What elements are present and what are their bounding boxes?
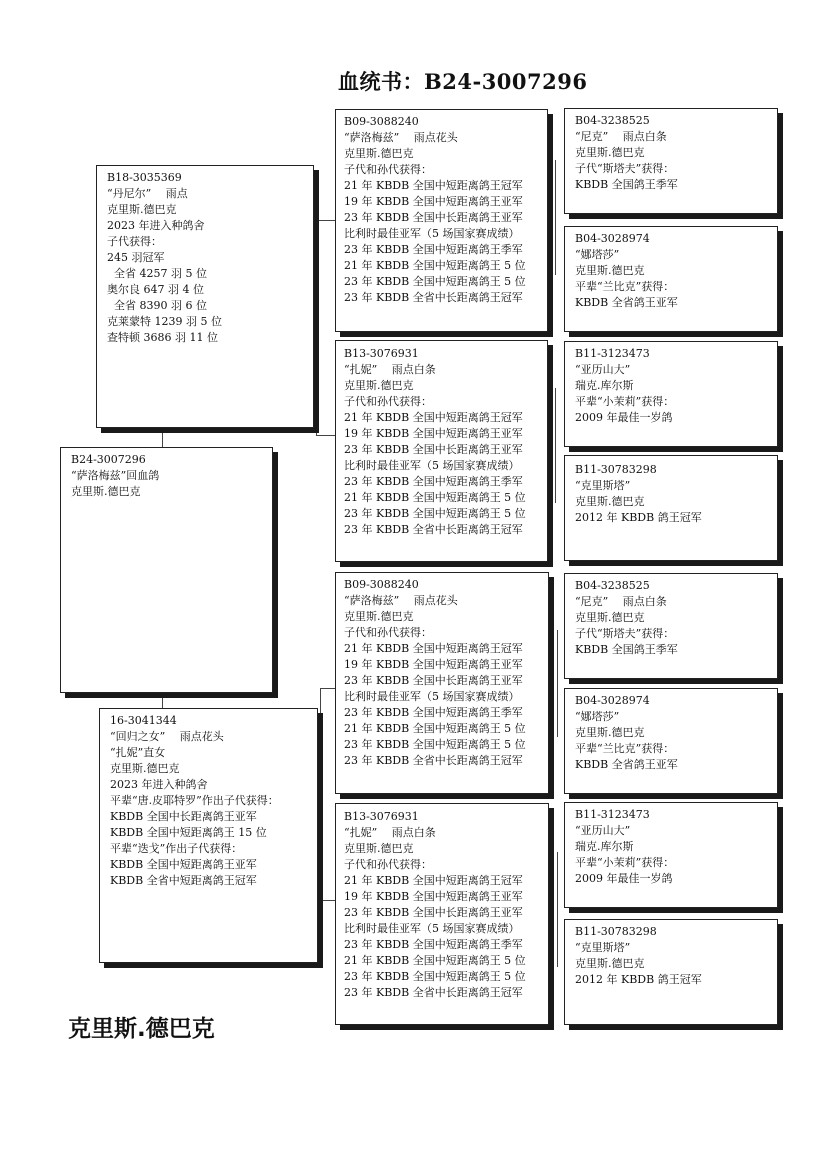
pigeon-name: “萨洛梅兹” 雨点花头: [344, 594, 458, 607]
info-line: 21 年 KBDB 全国中短距离鸽王 5 位: [344, 259, 526, 272]
info-line: 平辈“迭戈”作出子代获得：: [110, 842, 243, 855]
ring-number: B13-3076931: [344, 810, 419, 823]
info-line: 平辈“兰比克”获得：: [575, 742, 675, 755]
breeder: 克里斯.德巴克: [344, 610, 414, 623]
info-line: 2023 年进入种鸽舍: [110, 778, 208, 791]
info-line: 23 年 KBDB 全国中短距离鸽王 5 位: [344, 738, 526, 751]
pigeon-name: “回归之女” 雨点花头: [110, 730, 224, 743]
info-line: 23 年 KBDB 全国中短距离鸽王 5 位: [344, 275, 526, 288]
pigeon-name: “克里斯塔”: [575, 479, 631, 492]
info-line: 21 年 KBDB 全国中短距离鸽王 5 位: [344, 491, 526, 504]
info-line: 23 年 KBDB 全国中短距离鸽王季军: [344, 475, 523, 488]
breeder: 瑞克.库尔斯: [575, 379, 634, 392]
info-line: 23 年 KBDB 全国中长距离鸽王亚军: [344, 443, 523, 456]
info-line: 245 羽冠军: [107, 251, 165, 264]
ring-number: B09-3088240: [344, 578, 419, 591]
breeder: 克里斯.德巴克: [575, 726, 645, 739]
info-line: KBDB 全国中短距离鸽王 15 位: [110, 826, 267, 839]
breeder: 瑞克.库尔斯: [575, 840, 634, 853]
ring-number: B04-3028974: [575, 694, 650, 707]
info-line: 全省 8390 羽 6 位: [107, 299, 207, 312]
pedigree-box-dam-sire-dam: [564, 688, 778, 794]
info-line: 子代和孙代获得：: [344, 395, 432, 408]
pedigree-box-sire-sire: [335, 109, 548, 332]
info-line: 21 年 KBDB 全国中短距离鸽王 5 位: [344, 722, 526, 735]
info-line: 平辈“小茉莉”获得：: [575, 856, 675, 869]
pedigree-box-dam-sire: [335, 572, 549, 794]
ring-number: B18-3035369: [107, 171, 182, 184]
info-line: 23 年 KBDB 全国中短距离鸽王 5 位: [344, 970, 526, 983]
pedigree-box-dam: [99, 708, 318, 963]
breeder: 克里斯.德巴克: [107, 203, 177, 216]
info-line: 19 年 KBDB 全国中短距离鸽王亚军: [344, 427, 523, 440]
pedigree-box-sire: [96, 165, 314, 428]
breeder: 克里斯.德巴克: [575, 495, 645, 508]
pigeon-name: “亚历山大”: [575, 363, 631, 376]
breeder: 克里斯.德巴克: [344, 147, 414, 160]
info-line: 子代获得：: [107, 235, 162, 248]
breeder: 克里斯.德巴克: [575, 957, 645, 970]
ring-number: B09-3088240: [344, 115, 419, 128]
pedigree-box-dam-dam-sire: [564, 802, 778, 908]
connector-line: [316, 220, 317, 435]
info-line: 21 年 KBDB 全国中短距离鸽王冠军: [344, 642, 523, 655]
pigeon-name: “亚历山大”: [575, 824, 631, 837]
breeder: 克里斯.德巴克: [344, 842, 414, 855]
info-line: 全省 4257 羽 5 位: [107, 267, 207, 280]
info-line: 克莱蒙特 1239 羽 5 位: [107, 315, 222, 328]
pedigree-box-sire-sire-sire: [564, 108, 778, 214]
info-line: 23 年 KBDB 全国中长距离鸽王亚军: [344, 906, 523, 919]
pigeon-name: “尼克” 雨点白条: [575, 130, 667, 143]
ring-number: B11-30783298: [575, 925, 657, 938]
info-line: 21 年 KBDB 全国中短距离鸽王冠军: [344, 179, 523, 192]
info-line: KBDB 全省鸽王亚军: [575, 296, 678, 309]
info-line: KBDB 全国鸽王季军: [575, 178, 678, 191]
pedigree-box-dam-dam-dam: [564, 919, 778, 1025]
ring-number: B11-3123473: [575, 808, 650, 821]
breeder: 克里斯.德巴克: [575, 146, 645, 159]
connector-line: [316, 435, 336, 436]
page-title: 血统书：B24-3007296: [338, 69, 588, 94]
info-line: 比利时最佳亚军（5 场国家赛成绩）: [344, 690, 520, 703]
pigeon-name: “丹尼尔” 雨点: [107, 187, 188, 200]
pigeon-name: “娜塔莎”: [575, 710, 620, 723]
info-line: 19 年 KBDB 全国中短距离鸽王亚军: [344, 890, 523, 903]
pigeon-name: “萨洛梅兹”回血鸽: [71, 469, 160, 482]
info-line: 23 年 KBDB 全国中长距离鸽王亚军: [344, 211, 523, 224]
connector-line: [316, 220, 336, 221]
info-line: 21 年 KBDB 全国中短距离鸽王冠军: [344, 411, 523, 424]
pedigree-box-dam-dam: [335, 803, 549, 1025]
info-line: 比利时最佳亚军（5 场国家赛成绩）: [344, 227, 520, 240]
info-line: 平辈“小茉莉”获得：: [575, 395, 675, 408]
breeder: 克里斯.德巴克: [575, 611, 645, 624]
info-line: KBDB 全国鸽王季军: [575, 643, 678, 656]
info-line: “扎妮”直女: [110, 746, 166, 759]
ring-number: B11-3123473: [575, 347, 650, 360]
pedigree-box-sire-sire-dam: [564, 226, 778, 332]
info-line: 2012 年 KBDB 鸽王冠军: [575, 973, 702, 986]
connector-line: [557, 630, 558, 737]
ring-number: B11-30783298: [575, 463, 657, 476]
connector-line: [320, 688, 336, 689]
info-line: 21 年 KBDB 全国中短距离鸽王冠军: [344, 874, 523, 887]
info-line: 23 年 KBDB 全国中短距离鸽王季军: [344, 706, 523, 719]
info-line: 19 年 KBDB 全国中短距离鸽王亚军: [344, 658, 523, 671]
pedigree-box-dam-sire-sire: [564, 573, 778, 679]
info-line: 2012 年 KBDB 鸽王冠军: [575, 511, 702, 524]
info-line: 2009 年最佳一岁鸽: [575, 411, 673, 424]
info-line: 23 年 KBDB 全国中短距离鸽王季军: [344, 243, 523, 256]
pedigree-box-sire-dam-dam: [564, 455, 778, 561]
ring-number: B13-3076931: [344, 347, 419, 360]
ring-number: B04-3238525: [575, 579, 650, 592]
breeder-signature: 克里斯.德巴克: [68, 1016, 215, 1042]
info-line: 23 年 KBDB 全省中长距离鸽王冠军: [344, 754, 523, 767]
connector-line: [162, 428, 163, 448]
info-line: 比利时最佳亚军（5 场国家赛成绩）: [344, 922, 520, 935]
connector-line: [557, 852, 558, 967]
info-line: 2023 年进入种鸽舍: [107, 219, 205, 232]
pigeon-name: “克里斯塔”: [575, 941, 631, 954]
pigeon-name: “扎妮” 雨点白条: [344, 363, 436, 376]
pedigree-box-sire-dam-sire: [564, 341, 778, 447]
breeder: 克里斯.德巴克: [575, 264, 645, 277]
info-line: 23 年 KBDB 全国中长距离鸽王亚军: [344, 674, 523, 687]
info-line: 子代“斯塔夫”获得：: [575, 627, 675, 640]
info-line: 子代和孙代获得：: [344, 626, 432, 639]
breeder: 克里斯.德巴克: [110, 762, 180, 775]
info-line: KBDB 全国中长距离鸽王亚军: [110, 810, 257, 823]
info-line: 查特顿 3686 羽 11 位: [107, 331, 218, 344]
pigeon-name: “尼克” 雨点白条: [575, 595, 667, 608]
info-line: 奥尔良 647 羽 4 位: [107, 283, 204, 296]
info-line: 平辈“兰比克”获得：: [575, 280, 675, 293]
info-line: 子代“斯塔夫”获得：: [575, 162, 675, 175]
pedigree-box-sire-dam: [335, 340, 548, 562]
info-line: 平辈“唐.皮耶特罗”作出子代获得：: [110, 794, 279, 807]
info-line: 23 年 KBDB 全省中长距离鸽王冠军: [344, 523, 523, 536]
connector-line: [162, 693, 163, 708]
info-line: 23 年 KBDB 全国中短距离鸽王 5 位: [344, 507, 526, 520]
connector-line: [320, 688, 321, 900]
ring-number: B04-3238525: [575, 114, 650, 127]
ring-number: B04-3028974: [575, 232, 650, 245]
info-line: 19 年 KBDB 全国中短距离鸽王亚军: [344, 195, 523, 208]
info-line: KBDB 全省鸽王亚军: [575, 758, 678, 771]
info-line: KBDB 全国中短距离鸽王亚军: [110, 858, 257, 871]
info-line: 23 年 KBDB 全国中短距离鸽王季军: [344, 938, 523, 951]
info-line: 23 年 KBDB 全省中长距离鸽王冠军: [344, 291, 523, 304]
pigeon-name: “扎妮” 雨点白条: [344, 826, 436, 839]
ring-number: 16-3041344: [110, 714, 177, 727]
info-line: 23 年 KBDB 全省中长距离鸽王冠军: [344, 986, 523, 999]
info-line: 子代和孙代获得：: [344, 858, 432, 871]
ring-number: B24-3007296: [71, 453, 146, 466]
breeder: 克里斯.德巴克: [344, 379, 414, 392]
breeder: 克里斯.德巴克: [71, 485, 141, 498]
info-line: 21 年 KBDB 全国中短距离鸽王 5 位: [344, 954, 526, 967]
connector-line: [320, 900, 336, 901]
connector-line: [555, 160, 556, 275]
pedigree-box-subject: [60, 447, 273, 693]
pigeon-name: “娜塔莎”: [575, 248, 620, 261]
info-line: 子代和孙代获得：: [344, 163, 432, 176]
info-line: 比利时最佳亚军（5 场国家赛成绩）: [344, 459, 520, 472]
pigeon-name: “萨洛梅兹” 雨点花头: [344, 131, 458, 144]
info-line: 2009 年最佳一岁鸽: [575, 872, 673, 885]
connector-line: [555, 388, 556, 503]
info-line: KBDB 全省中短距离鸽王冠军: [110, 874, 257, 887]
